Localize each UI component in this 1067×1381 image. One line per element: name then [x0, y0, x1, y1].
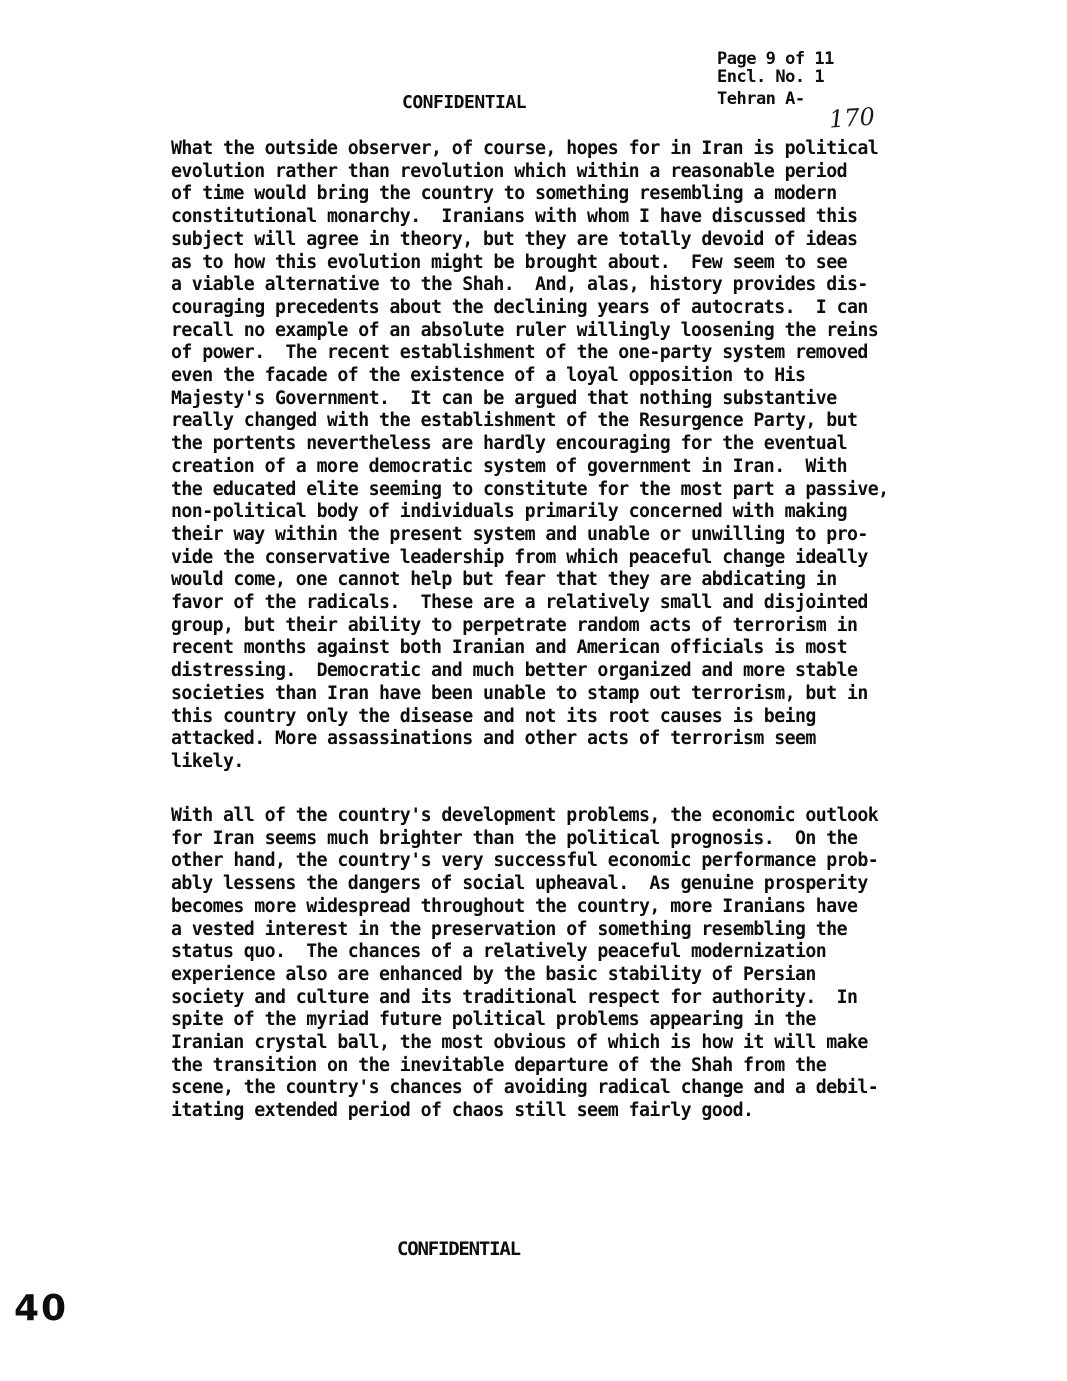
text-line: recent months against both Iranian and American officials is most [171, 637, 847, 659]
text-line: distressing. Democratic and much better organized and more stable [171, 660, 858, 682]
text-line: a vested interest in the preservation of something resembling the [171, 918, 847, 940]
text-line: their way within the present system and unable or unwilling to pro- [171, 523, 868, 545]
page-of-label: Page 9 of 11 [717, 49, 834, 69]
text-line: the portents nevertheless are hardly encouraging for the eventual [171, 433, 847, 455]
text-line: favor of the radicals. These are a relatively small and disjointed [171, 592, 868, 614]
text-line: evolution rather than revolution which within a reasonable period [171, 160, 847, 182]
text-line: constitutional monarchy. Iranians with whom I have discussed this [171, 206, 858, 228]
page-number: 40 [14, 1288, 69, 1329]
text-line: of time would bring the country to something resembling a modern [171, 183, 837, 205]
text-line: this country only the disease and not its root causes is being [171, 705, 816, 727]
text-line: non-political body of individuals primarily concerned with making [171, 501, 847, 523]
text-line: other hand, the country's very successful economic performance prob- [171, 850, 879, 872]
text-line: recall no example of an absolute ruler willingly loosening the reins [171, 319, 879, 341]
text-line: would come, one cannot help but fear that they are abdicating in [171, 569, 837, 591]
classification-header: CONFIDENTIAL [402, 92, 527, 113]
text-line: really changed with the establishment of the Resurgence Party, but [171, 410, 858, 432]
text-line: Iranian crystal ball, the most obvious of which is how it will make [171, 1032, 868, 1054]
text-line: even the facade of the existence of a loyal opposition to His [171, 365, 806, 387]
paragraph-economic-outlook [171, 805, 961, 1123]
text-line: creation of a more democratic system of government in Iran. With [171, 455, 847, 477]
classification-footer: CONFIDENTIAL [397, 1238, 520, 1260]
enclosure-number-label: Encl. No. 1 [717, 67, 825, 87]
text-line: society and culture and its traditional respect for authority. In [171, 986, 858, 1008]
text-line: a viable alternative to the Shah. And, alas, history provides dis- [171, 274, 868, 296]
text-line: status quo. The chances of a relatively peaceful modernization [171, 941, 827, 963]
text-line: Majesty's Government. It can be argued that nothing substantive [171, 387, 837, 409]
text-line: likely. [171, 750, 244, 772]
document-reference-block [717, 50, 834, 108]
text-line: societies than Iran have been unable to stamp out terrorism, but in [171, 682, 868, 704]
text-line: for Iran seems much brighter than the political prognosis. On the [171, 827, 858, 849]
text-line: attacked. More assassinations and other acts of terrorism seem [171, 728, 816, 750]
paragraph-political-outlook [171, 138, 961, 774]
text-line: spite of the myriad future political problems appearing in the [171, 1009, 816, 1031]
handwritten-airgram-number: 170 [828, 102, 876, 134]
text-line: ably lessens the dangers of social upheaval. As genuine prosperity [171, 873, 868, 895]
text-line: itating extended period of chaos still seem fairly good. [171, 1100, 754, 1122]
tehran-airgram-label: Tehran A- [717, 89, 805, 109]
text-line: group, but their ability to perpetrate random acts of terrorism in [171, 614, 858, 636]
text-line: What the outside observer, of course, hopes for in Iran is political [171, 138, 879, 159]
text-line: the educated elite seeming to constitute for the most part a passive, [171, 478, 889, 500]
text-line: becomes more widespread throughout the country, more Iranians have [171, 895, 858, 917]
text-line: couraging precedents about the declining years of autocrats. I can [171, 296, 868, 318]
text-line: With all of the country's development problems, the economic outlook [171, 805, 879, 826]
text-line: of power. The recent establishment of the one-party system removed [171, 342, 868, 364]
text-line: as to how this evolution might be brought about. Few seem to see [171, 251, 847, 273]
text-line: subject will agree in theory, but they are totally devoid of ideas [171, 228, 858, 250]
text-line: vide the conservative leadership from which peaceful change ideally [171, 546, 868, 568]
text-line: experience also are enhanced by the basic stability of Persian [171, 963, 816, 985]
text-line: scene, the country's chances of avoiding radical change and a debil- [171, 1077, 879, 1099]
text-line: the transition on the inevitable departure of the Shah from the [171, 1054, 827, 1076]
